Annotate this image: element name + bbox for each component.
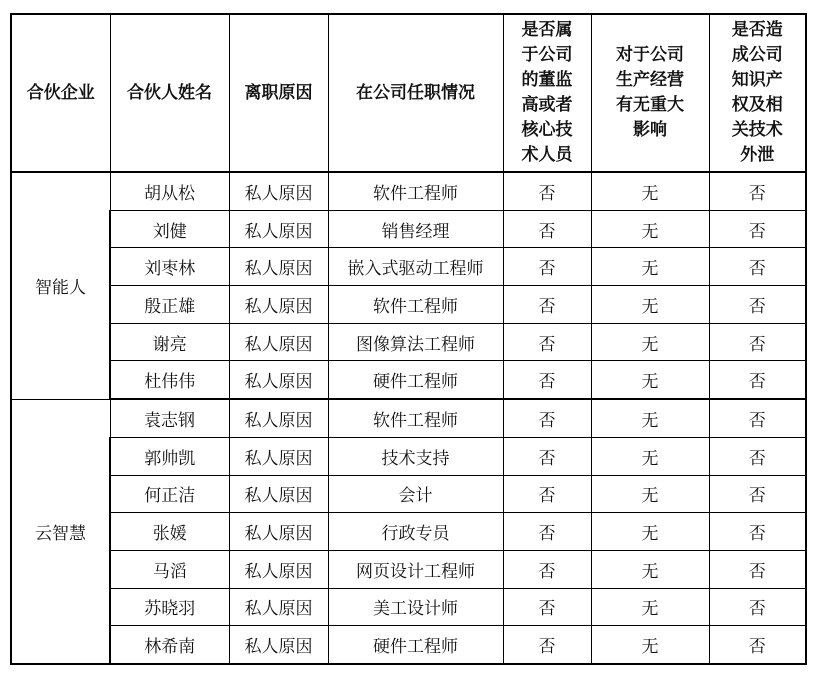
position-cell: 硬件工程师 — [328, 361, 503, 399]
departure-reason-cell: 私人原因 — [229, 248, 328, 286]
position-cell: 行政专员 — [328, 513, 503, 551]
key-staff-cell: 否 — [503, 550, 591, 588]
company-cell: 智能人 — [11, 172, 110, 399]
key-staff-cell: 否 — [503, 323, 591, 361]
position-cell: 软件工程师 — [328, 172, 503, 210]
impact-cell: 无 — [591, 588, 709, 626]
ip-leak-cell: 否 — [709, 513, 806, 551]
key-staff-cell: 否 — [503, 399, 591, 437]
impact-cell: 无 — [591, 323, 709, 361]
table-row — [11, 550, 806, 588]
partner-name-cell: 杜伟伟 — [110, 361, 229, 399]
impact-cell: 无 — [591, 361, 709, 399]
ip-leak-cell: 否 — [709, 588, 806, 626]
header-is-key-staff-lines: 是否属 于公司 的董监 高或者 核心技 术人员 — [521, 20, 573, 165]
table-row — [11, 248, 806, 286]
impact-cell: 无 — [591, 248, 709, 286]
partner-name-cell: 何正洁 — [110, 475, 229, 513]
table-row — [11, 172, 806, 210]
partner-name-cell: 马滔 — [110, 550, 229, 588]
key-staff-cell: 否 — [503, 588, 591, 626]
departure-reason-cell: 私人原因 — [229, 626, 328, 664]
departure-reason-cell: 私人原因 — [229, 588, 328, 626]
table-body — [11, 172, 806, 664]
header-position: 在公司任职情况 — [328, 14, 503, 172]
table-row — [11, 626, 806, 664]
ip-leak-cell: 否 — [709, 323, 806, 361]
departure-reason-cell: 私人原因 — [229, 513, 328, 551]
header-ip-leak — [709, 14, 806, 172]
ip-leak-cell: 否 — [709, 286, 806, 324]
ip-leak-cell: 否 — [709, 210, 806, 248]
ip-leak-cell: 否 — [709, 475, 806, 513]
impact-cell: 无 — [591, 210, 709, 248]
departure-reason-cell: 私人原因 — [229, 475, 328, 513]
header-is-key-staff — [503, 14, 591, 172]
key-staff-cell: 否 — [503, 361, 591, 399]
position-cell: 嵌入式驱动工程师 — [328, 248, 503, 286]
departure-reason-cell: 私人原因 — [229, 172, 328, 210]
partner-name-cell: 谢亮 — [110, 323, 229, 361]
departure-reason-cell: 私人原因 — [229, 323, 328, 361]
table-row — [11, 437, 806, 475]
impact-cell: 无 — [591, 550, 709, 588]
key-staff-cell: 否 — [503, 248, 591, 286]
partner-name-cell: 苏晓羽 — [110, 588, 229, 626]
key-staff-cell: 否 — [503, 172, 591, 210]
header-row — [11, 14, 806, 172]
table-row — [11, 588, 806, 626]
partner-name-cell: 张媛 — [110, 513, 229, 551]
impact-cell: 无 — [591, 399, 709, 437]
header-departure-reason: 离职原因 — [229, 14, 328, 172]
partner-name-cell: 林希南 — [110, 626, 229, 664]
impact-cell: 无 — [591, 172, 709, 210]
position-cell: 软件工程师 — [328, 286, 503, 324]
ip-leak-cell: 否 — [709, 248, 806, 286]
impact-cell: 无 — [591, 437, 709, 475]
key-staff-cell: 否 — [503, 626, 591, 664]
impact-cell: 无 — [591, 286, 709, 324]
departure-reason-cell: 私人原因 — [229, 550, 328, 588]
header-impact — [591, 14, 709, 172]
partner-name-cell: 刘健 — [110, 210, 229, 248]
partner-name-cell: 殷正雄 — [110, 286, 229, 324]
position-cell: 网页设计工程师 — [328, 550, 503, 588]
departure-reason-cell: 私人原因 — [229, 399, 328, 437]
departure-reason-cell: 私人原因 — [229, 286, 328, 324]
ip-leak-cell: 否 — [709, 626, 806, 664]
departure-reason-cell: 私人原因 — [229, 210, 328, 248]
partner-departure-table — [10, 13, 807, 665]
key-staff-cell: 否 — [503, 513, 591, 551]
position-cell: 硬件工程师 — [328, 626, 503, 664]
departure-reason-cell: 私人原因 — [229, 437, 328, 475]
ip-leak-cell: 否 — [709, 172, 806, 210]
table-row — [11, 513, 806, 551]
position-cell: 软件工程师 — [328, 399, 503, 437]
partner-name-cell: 郭帅凯 — [110, 437, 229, 475]
header-impact-lines: 对于公司 生产经营 有无重大 影响 — [616, 45, 684, 140]
table-row — [11, 286, 806, 324]
ip-leak-cell: 否 — [709, 361, 806, 399]
key-staff-cell: 否 — [503, 437, 591, 475]
key-staff-cell: 否 — [503, 475, 591, 513]
company-cell: 云智慧 — [11, 399, 110, 664]
ip-leak-cell: 否 — [709, 550, 806, 588]
table-row — [11, 475, 806, 513]
position-cell: 会计 — [328, 475, 503, 513]
position-cell: 销售经理 — [328, 210, 503, 248]
table-row — [11, 323, 806, 361]
position-cell: 美工设计师 — [328, 588, 503, 626]
header-ip-leak-lines: 是否造 成公司 知识产 权及相 关技术 外泄 — [731, 20, 783, 165]
ip-leak-cell: 否 — [709, 437, 806, 475]
partner-name-cell: 胡从松 — [110, 172, 229, 210]
header-company: 合伙企业 — [11, 14, 110, 172]
position-cell: 技术支持 — [328, 437, 503, 475]
ip-leak-cell: 否 — [709, 399, 806, 437]
key-staff-cell: 否 — [503, 286, 591, 324]
departure-reason-cell: 私人原因 — [229, 361, 328, 399]
position-cell: 图像算法工程师 — [328, 323, 503, 361]
key-staff-cell: 否 — [503, 210, 591, 248]
header-partner-name: 合伙人姓名 — [110, 14, 229, 172]
impact-cell: 无 — [591, 475, 709, 513]
partner-name-cell: 刘枣林 — [110, 248, 229, 286]
table-row — [11, 210, 806, 248]
table-row — [11, 361, 806, 399]
partner-name-cell: 袁志钢 — [110, 399, 229, 437]
impact-cell: 无 — [591, 626, 709, 664]
impact-cell: 无 — [591, 513, 709, 551]
table-row — [11, 399, 806, 437]
